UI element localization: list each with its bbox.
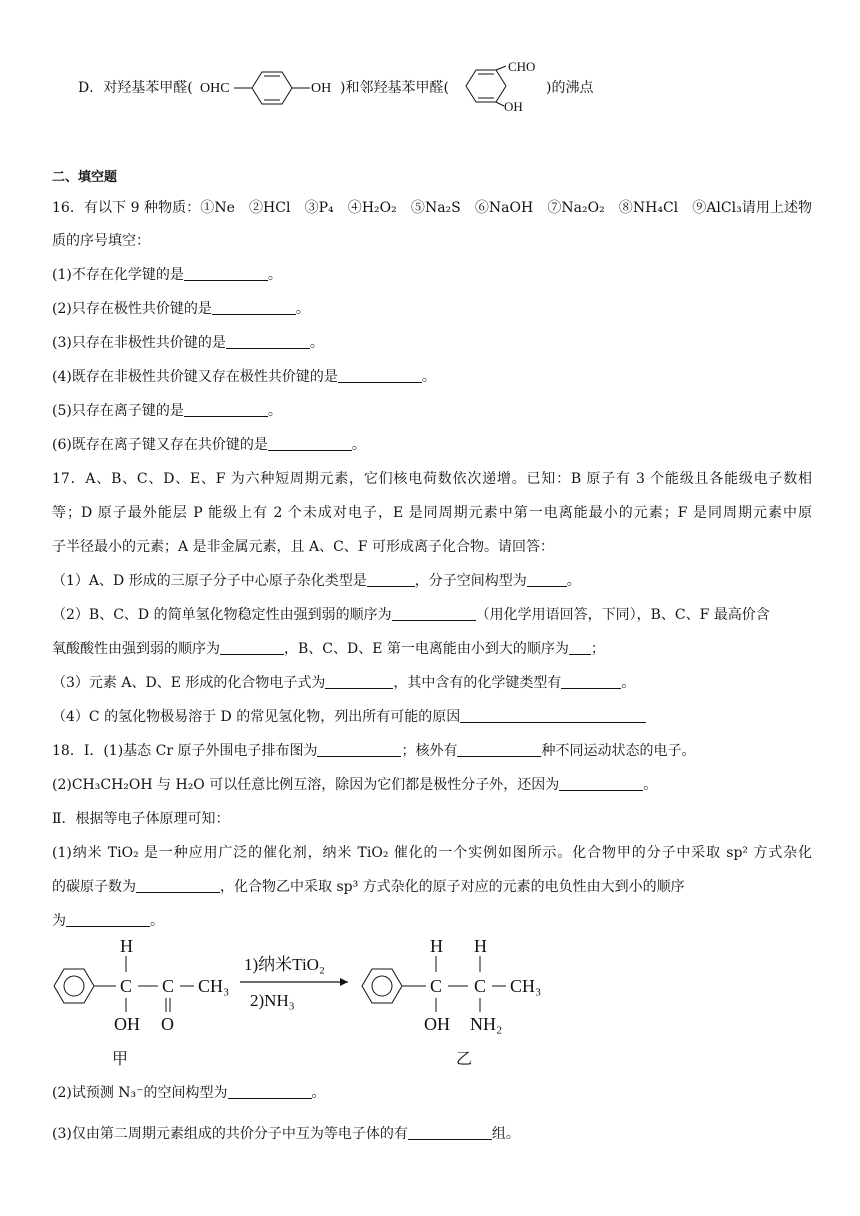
q17-line3: 子半径最小的元素；A 是非金属元素，且 A、C、F 可形成离子化合物。请回答： <box>52 539 554 555</box>
answer-blank[interactable] <box>220 640 284 655</box>
q18-line1: 18．Ⅰ．(1)基态 Cr 原子外围电子排布图为 ；核外有 种不同运动状态的电子。 <box>52 743 696 759</box>
q16-item-6: (6)既存在离子键又存在共价键的是 。 <box>52 437 366 453</box>
svg-text:CH₃: CH₃ <box>198 976 230 996</box>
answer-blank[interactable] <box>561 674 621 689</box>
q16-item-2: (2)只存在极性共价键的是 。 <box>52 301 310 317</box>
q16-item-3: (3)只存在非极性共价键的是 。 <box>52 335 324 351</box>
q16-item-4: (4)既存在非极性共价键又存在极性共价键的是 。 <box>52 369 436 385</box>
svg-text:H: H <box>474 936 487 956</box>
q16-item-5: (5)只存在离子键的是 。 <box>52 403 282 419</box>
struct1-left-label: OHC <box>200 81 230 96</box>
svg-text:OH: OH <box>114 1014 140 1034</box>
condition-1: 1)纳米TiO₂ <box>244 955 325 974</box>
answer-blank[interactable] <box>460 708 646 723</box>
answer-blank[interactable] <box>457 742 541 757</box>
answer-blank[interactable] <box>184 266 268 281</box>
svg-text:O: O <box>161 1014 174 1034</box>
answer-blank[interactable] <box>66 912 150 927</box>
svg-text:C: C <box>120 976 133 996</box>
q17-line2: 等；D 原子最外能层 P 能级上有 2 个未成对电子，E 是同周期元素中第一电离能最小的元素；F 是同周期元素中原 <box>52 505 812 521</box>
struct2-top-label: CHO <box>508 59 536 74</box>
q16-line2: 质的序号填空： <box>52 233 150 249</box>
answer-blank[interactable] <box>392 606 476 621</box>
q18-line4: (1)纳米 TiO₂ 是一种应用广泛的催化剂，纳米 TiO₂ 催化的一个实例如图所示。化合物甲的分子中采取 sp² 方式杂化 <box>52 845 812 861</box>
svg-text:C: C <box>430 976 443 996</box>
answer-blank[interactable] <box>527 572 567 587</box>
o-hydroxybenzaldehyde-structure <box>458 58 542 114</box>
compound-jia <box>54 936 229 1068</box>
answer-blank[interactable] <box>136 878 220 893</box>
q17-part2a: （2）B、C、D 的简单氢化物稳定性由强到弱的顺序为 （用化学用语回答，下同），B、C、F 最高价含 <box>52 607 770 623</box>
q18-line3: Ⅱ．根据等电子体原理可知： <box>52 811 230 827</box>
answer-blank[interactable] <box>408 1125 492 1140</box>
answer-blank[interactable] <box>325 674 393 689</box>
svg-text:H: H <box>120 936 133 956</box>
svg-text:NH₂: NH₂ <box>470 1014 503 1034</box>
benzene-ring <box>54 969 94 1003</box>
answer-blank[interactable] <box>212 300 296 315</box>
q17-part2b: 氧酸酸性由强到弱的顺序为 ，B、C、D、E 第一电离能由小到大的顺序为 ； <box>52 641 605 657</box>
q16-line1: 16．有以下 9 种物质：①Ne ②HCl ③P₄ ④H₂O₂ ⑤Na₂S ⑥NaOH ⑦Na₂O₂ ⑧NH₄Cl ⑨AlCl₃请用上述物 <box>52 200 812 216</box>
struct1-right-label: OH <box>311 81 332 96</box>
p-hydroxybenzaldehyde-structure <box>198 66 340 110</box>
q17-line1: 17．A、B、C、D、E、F 为六种短周期元素，它们核电荷数依次递增。已知：B 原子有 3 个能级且各能级电子数相 <box>52 471 812 487</box>
q18-line2: (2)CH₃CH₂OH 与 H₂O 可以任意比例互溶，除因为它们都是极性分子外，还因为 。 <box>52 777 658 793</box>
section-heading: 二、填空题 <box>52 170 118 185</box>
compound-yi-label: 乙 <box>456 1051 473 1068</box>
answer-blank[interactable] <box>268 436 352 451</box>
answer-blank[interactable] <box>367 572 415 587</box>
option-d-prefix: D．对羟基苯甲醛( <box>78 80 193 96</box>
q17-part4: （4）C 的氢化物极易溶于 D 的常见氢化物，列出所有可能的原因 <box>52 707 812 727</box>
condition-2: 2)NH₃ <box>250 991 295 1010</box>
compound-jia-label: 甲 <box>112 1051 129 1068</box>
svg-text:OH: OH <box>424 1014 450 1034</box>
option-d-mid: )和邻羟基苯甲醛( <box>340 80 449 96</box>
q18-line6: 为 。 <box>52 913 164 929</box>
answer-blank[interactable] <box>317 742 401 757</box>
answer-blank[interactable] <box>338 368 422 383</box>
option-d-suffix: )的沸点 <box>546 80 594 96</box>
q16-item-1: (1)不存在化学键的是 。 <box>52 267 282 283</box>
q17-part1: （1）A、D 形成的三原子分子中心原子杂化类型是 ，分子空间构型为 。 <box>52 573 581 589</box>
q17-part3: （3）元素 A、D、E 形成的化合物电子式为 ，其中含有的化学键类型有 。 <box>52 675 636 691</box>
svg-text:C: C <box>474 976 487 996</box>
svg-text:C: C <box>162 976 175 996</box>
svg-text:CH₃: CH₃ <box>510 976 542 996</box>
compound-yi <box>362 936 541 1068</box>
svg-text:H: H <box>430 936 443 956</box>
struct2-bottom-label: OH <box>504 99 523 114</box>
q18-line5: 的碳原子数为 ，化合物乙中采取 sp³ 方式杂化的原子对应的元素的电负性由大到小的顺序 <box>52 879 685 895</box>
q18-line7: (2)试预测 N₃⁻的空间构型为 。 <box>52 1085 326 1101</box>
benzene-ring <box>362 969 402 1003</box>
q18-line8: (3)仅由第二周期元素组成的共价分子中互为等电子体的有 组。 <box>52 1126 520 1142</box>
reaction-scheme <box>48 930 568 1070</box>
answer-blank[interactable] <box>559 776 643 791</box>
answer-blank[interactable] <box>228 1084 312 1099</box>
answer-blank[interactable] <box>184 402 268 417</box>
answer-blank[interactable] <box>226 334 310 349</box>
answer-blank[interactable] <box>569 640 591 655</box>
